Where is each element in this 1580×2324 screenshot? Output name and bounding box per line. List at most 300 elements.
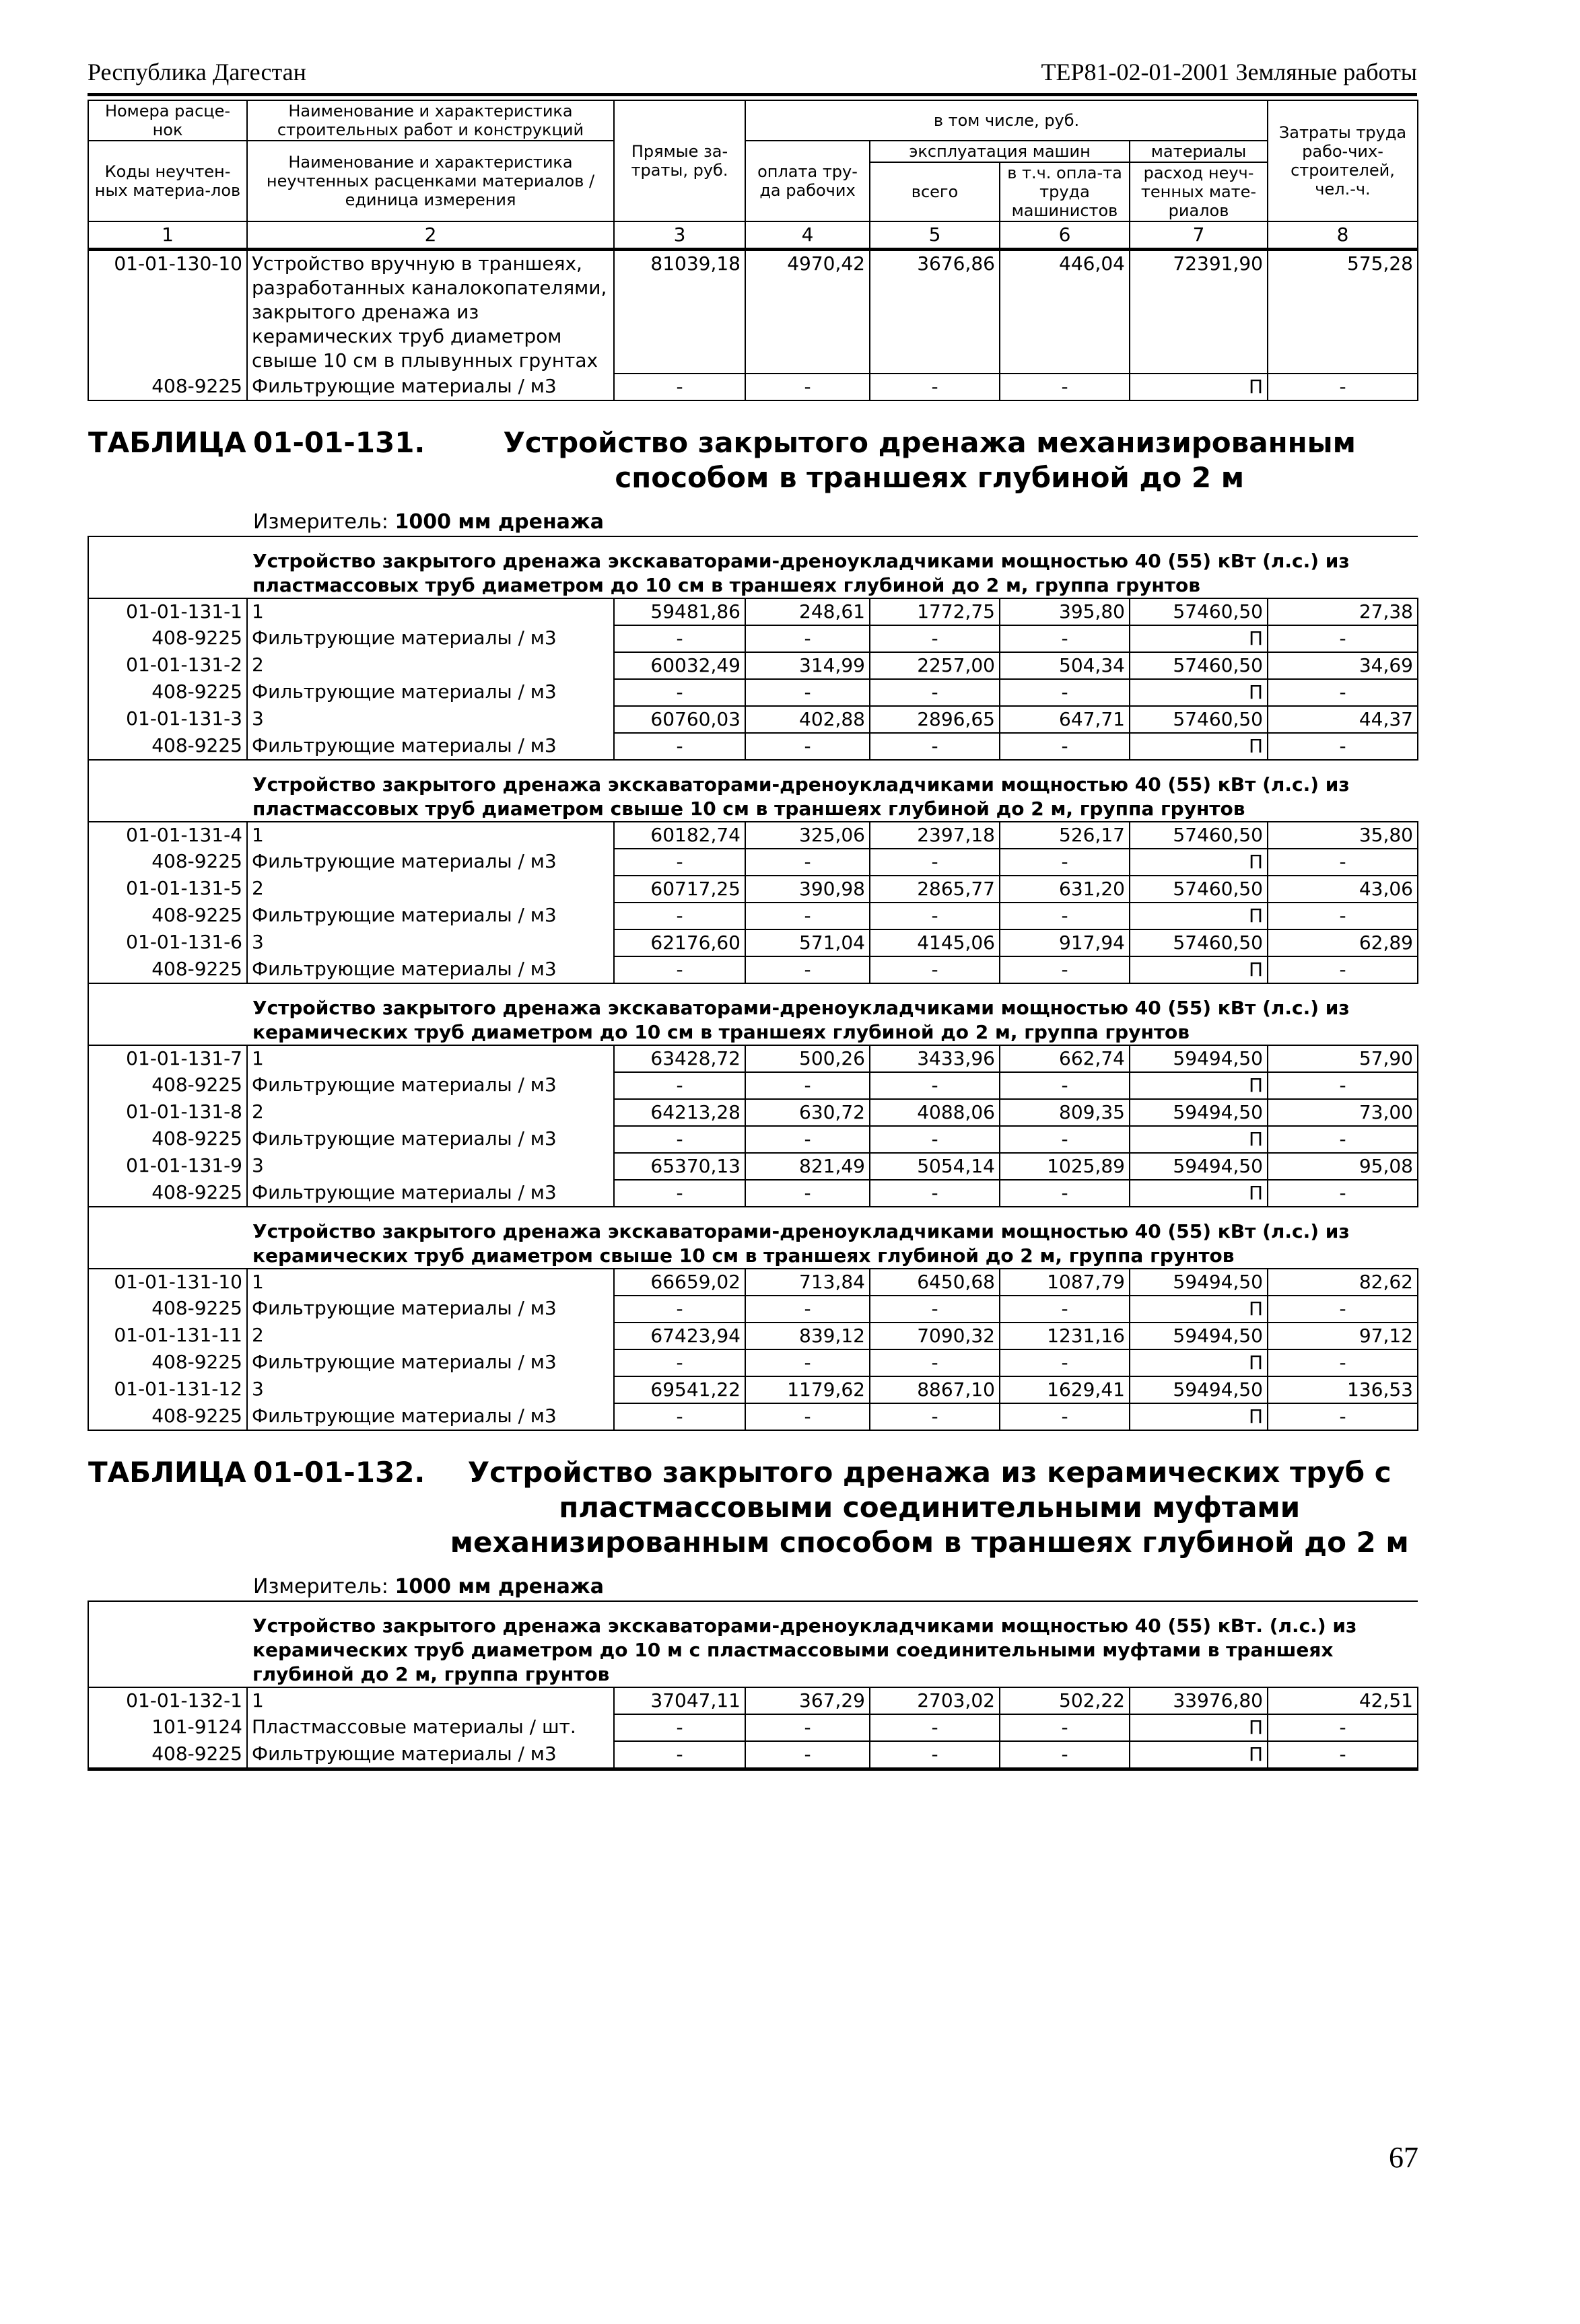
- value-cell: 7090,32: [870, 1323, 1000, 1349]
- document-page: [88, 54, 1417, 1771]
- value-cell: -: [870, 849, 1000, 876]
- material-name: Фильтрующие материалы / м3: [247, 1403, 614, 1430]
- value-cell: -: [745, 1714, 870, 1741]
- value-cell: 248,61: [745, 598, 870, 625]
- meter-line: [253, 509, 1418, 536]
- value-cell: 3433,96: [870, 1045, 1000, 1072]
- rate-name: 3: [247, 1153, 614, 1180]
- value-cell: 60760,03: [614, 706, 745, 733]
- value-cell: -: [745, 1349, 870, 1376]
- table-row: [88, 598, 1418, 625]
- table-row: [88, 1687, 1418, 1714]
- value-cell: 402,88: [745, 706, 870, 733]
- group-row: [88, 536, 1418, 598]
- table-row: [88, 1269, 1418, 1296]
- value-cell: 60032,49: [614, 652, 745, 679]
- value-cell: -: [745, 1741, 870, 1769]
- rate-code: 01-01-131-8: [88, 1099, 247, 1126]
- value-cell: 367,29: [745, 1687, 870, 1714]
- col-1a: Номера расце-нок: [88, 100, 247, 141]
- value-cell: 69541,22: [614, 1376, 745, 1403]
- value-cell: 34,69: [1268, 652, 1418, 679]
- value-cell: -: [1268, 625, 1418, 652]
- value-cell: -: [1000, 625, 1130, 652]
- value-cell: -: [870, 1403, 1000, 1430]
- running-header: [88, 54, 1417, 90]
- value-cell: 8867,10: [870, 1376, 1000, 1403]
- value-cell: 57460,50: [1130, 706, 1268, 733]
- material-row: [88, 1072, 1418, 1099]
- value-cell: 2397,18: [870, 822, 1000, 849]
- rate-code: 01-01-131-6: [88, 929, 247, 956]
- value-cell: 4145,06: [870, 929, 1000, 956]
- material-name: Фильтрующие материалы / м3: [247, 1126, 614, 1153]
- table-row: [88, 929, 1418, 956]
- material-code: 408-9225: [88, 1296, 247, 1323]
- value-cell: -: [870, 1741, 1000, 1769]
- meter-value: 1000 мм дренажа: [394, 510, 605, 534]
- material-code: 408-9225: [88, 903, 247, 929]
- col-num: 5: [870, 221, 1000, 250]
- value-cell: 59494,50: [1130, 1045, 1268, 1072]
- value-cell: -: [745, 679, 870, 706]
- value-cell: -: [614, 625, 745, 652]
- value-cell: -: [614, 1714, 745, 1741]
- rate-code: 01-01-131-3: [88, 706, 247, 733]
- value-cell: 2257,00: [870, 652, 1000, 679]
- value-cell: 1087,79: [1000, 1269, 1130, 1296]
- value-cell: -: [1000, 1072, 1130, 1099]
- rate-code: 01-01-131-10: [88, 1269, 247, 1296]
- group-title: Устройство закрытого дренажа экскаваторами-дреноукладчиками мощностью 40 (55) кВт (л.с.) из пластмассовых труб диаметром до 10 см в траншеях глубиной до 2 м, группа грунтов: [247, 536, 1418, 598]
- col-4: оплата тру-да рабочих: [745, 141, 870, 221]
- value-cell: 63428,72: [614, 1045, 745, 1072]
- material-name: Фильтрующие материалы / м3: [247, 1349, 614, 1376]
- value-cell: -: [614, 1741, 745, 1769]
- value-cell: 60717,25: [614, 876, 745, 903]
- col-1b: Коды неучтен-ных материа-лов: [88, 141, 247, 221]
- rate-name: 1: [247, 1687, 614, 1714]
- value-cell: -: [1268, 903, 1418, 929]
- value-cell: -: [870, 956, 1000, 983]
- value-cell: 1179,62: [745, 1376, 870, 1403]
- value-cell: 57,90: [1268, 1045, 1418, 1072]
- value-cell: П: [1130, 1403, 1268, 1430]
- rate-code: 01-01-131-5: [88, 876, 247, 903]
- table-row: [88, 1045, 1418, 1072]
- group-title: Устройство закрытого дренажа экскаваторами-дреноукладчиками мощностью 40 (55) кВт (л.с.) из пластмассовых труб диаметром свыше 10 см в траншеях глубиной до 2 м, группа грунтов: [247, 760, 1418, 822]
- value-cell: -: [614, 1296, 745, 1323]
- value-cell: 42,51: [1268, 1687, 1418, 1714]
- value-cell: 631,20: [1000, 876, 1130, 903]
- material-row: [88, 1349, 1418, 1376]
- value-cell: П: [1130, 1072, 1268, 1099]
- value-cell: 5054,14: [870, 1153, 1000, 1180]
- value-cell: П: [1130, 374, 1268, 400]
- value-cell: -: [745, 903, 870, 929]
- value-cell: -: [1000, 1714, 1130, 1741]
- rate-code: 01-01-130-10: [88, 250, 247, 374]
- col-7: расход неуч-тенных мате-риалов: [1130, 162, 1268, 221]
- value-cell: 662,74: [1000, 1045, 1130, 1072]
- col-3: Прямые за-траты, руб.: [614, 100, 745, 221]
- rate-code: 01-01-132-1: [88, 1687, 247, 1714]
- group-row: [88, 760, 1418, 822]
- value-cell: -: [614, 903, 745, 929]
- value-cell: 33976,80: [1130, 1687, 1268, 1714]
- value-cell: 314,99: [745, 652, 870, 679]
- value-cell: 59481,86: [614, 598, 745, 625]
- value-cell: 571,04: [745, 929, 870, 956]
- value-cell: -: [614, 1072, 745, 1099]
- rate-name: 2: [247, 1323, 614, 1349]
- value-cell: 95,08: [1268, 1153, 1418, 1180]
- value-cell: -: [1268, 1072, 1418, 1099]
- rate-code: 01-01-131-7: [88, 1045, 247, 1072]
- value-cell: -: [1268, 1741, 1418, 1769]
- meter-label: Измеритель:: [253, 510, 388, 534]
- value-cell: П: [1130, 625, 1268, 652]
- material-code: 408-9225: [88, 849, 247, 876]
- value-cell: 62,89: [1268, 929, 1418, 956]
- rates-table: [88, 100, 1418, 1771]
- rate-name: 3: [247, 1376, 614, 1403]
- value-cell: 64213,28: [614, 1099, 745, 1126]
- material-row: [88, 1741, 1418, 1769]
- value-cell: -: [1000, 1126, 1130, 1153]
- material-code: 408-9225: [88, 1126, 247, 1153]
- value-cell: -: [614, 374, 745, 400]
- page-number: 67: [1389, 2141, 1418, 2174]
- value-cell: П: [1130, 903, 1268, 929]
- material-code: 408-9225: [88, 1180, 247, 1207]
- group-title: Устройство закрытого дренажа экскаваторами-дреноукладчиками мощностью 40 (55) кВт (л.с.) из керамических труб диаметром до 10 см в траншеях глубиной до 2 м, группа грунтов: [247, 983, 1418, 1045]
- material-row: [88, 733, 1418, 760]
- value-cell: -: [870, 903, 1000, 929]
- value-cell: П: [1130, 1741, 1268, 1769]
- value-cell: 57460,50: [1130, 822, 1268, 849]
- value-cell: 35,80: [1268, 822, 1418, 849]
- col-num: 3: [614, 221, 745, 250]
- material-code: 408-9225: [88, 733, 247, 760]
- table-row: [88, 1323, 1418, 1349]
- value-cell: -: [870, 1180, 1000, 1207]
- col-6: в т.ч. опла-та труда машинистов: [1000, 162, 1130, 221]
- value-cell: 325,06: [745, 822, 870, 849]
- rate-code: 01-01-131-9: [88, 1153, 247, 1180]
- table-number: 01-01-131.: [253, 426, 425, 459]
- value-cell: -: [614, 733, 745, 760]
- group-row: [88, 983, 1418, 1045]
- value-cell: 821,49: [745, 1153, 870, 1180]
- value-cell: -: [1268, 1349, 1418, 1376]
- rate-code: 01-01-131-1: [88, 598, 247, 625]
- value-cell: -: [1000, 1296, 1130, 1323]
- col-num: 7: [1130, 221, 1268, 250]
- rate-name: 3: [247, 929, 614, 956]
- value-cell: 390,98: [745, 876, 870, 903]
- rate-name: 2: [247, 1099, 614, 1126]
- value-cell: -: [870, 625, 1000, 652]
- material-name: Пластмассовые материалы / шт.: [247, 1714, 614, 1741]
- table-title: Устройство закрытого дренажа механизированным способом в траншеях глубиной до 2 м: [503, 426, 1356, 494]
- value-cell: П: [1130, 1714, 1268, 1741]
- material-row: [88, 849, 1418, 876]
- col-materials: материалы: [1130, 141, 1268, 162]
- value-cell: -: [1268, 849, 1418, 876]
- value-cell: 57460,50: [1130, 929, 1268, 956]
- column-numbers-row: [88, 221, 1418, 250]
- material-row: [88, 679, 1418, 706]
- rate-code: 01-01-131-2: [88, 652, 247, 679]
- value-cell: -: [1000, 679, 1130, 706]
- value-cell: 60182,74: [614, 822, 745, 849]
- value-cell: 59494,50: [1130, 1153, 1268, 1180]
- value-cell: 1025,89: [1000, 1153, 1130, 1180]
- value-cell: 575,28: [1268, 250, 1418, 374]
- col-8: Затраты труда рабо-чих-строителей, чел.-ч.: [1268, 100, 1418, 221]
- value-cell: 630,72: [745, 1099, 870, 1126]
- value-cell: -: [1268, 1296, 1418, 1323]
- material-name: Фильтрующие материалы / м3: [247, 849, 614, 876]
- group-title: Устройство закрытого дренажа экскаваторами-дреноукладчиками мощностью 40 (55) кВт. (л.с.) из керамических труб диаметром до 10 м с пластмассовыми соединительными муфтами в траншеях глубиной до 2 м, группа грунтов: [247, 1601, 1418, 1687]
- value-cell: 81039,18: [614, 250, 745, 374]
- material-row: [88, 956, 1418, 983]
- material-name: Фильтрующие материалы / м3: [247, 903, 614, 929]
- material-name: Фильтрующие материалы / м3: [247, 1180, 614, 1207]
- rate-code: 01-01-131-11: [88, 1323, 247, 1349]
- value-cell: 136,53: [1268, 1376, 1418, 1403]
- value-cell: 809,35: [1000, 1099, 1130, 1126]
- material-row: [88, 1180, 1418, 1207]
- value-cell: -: [745, 374, 870, 400]
- material-code: 408-9225: [88, 625, 247, 652]
- value-cell: -: [1268, 733, 1418, 760]
- material-row: [88, 1714, 1418, 1741]
- group-row: [88, 1601, 1418, 1687]
- value-cell: 1231,16: [1000, 1323, 1130, 1349]
- value-cell: П: [1130, 956, 1268, 983]
- material-name: Фильтрующие материалы / м3: [247, 679, 614, 706]
- value-cell: -: [614, 1126, 745, 1153]
- table-row: [88, 1099, 1418, 1126]
- material-code: 101-9124: [88, 1714, 247, 1741]
- group-row: [88, 1207, 1418, 1269]
- value-cell: 2896,65: [870, 706, 1000, 733]
- meter-label: Измеритель:: [253, 1575, 388, 1598]
- material-code: 408-9225: [88, 1349, 247, 1376]
- value-cell: -: [745, 1072, 870, 1099]
- material-name: Фильтрующие материалы / м3: [247, 733, 614, 760]
- value-cell: 3676,86: [870, 250, 1000, 374]
- value-cell: П: [1130, 679, 1268, 706]
- value-cell: -: [745, 1403, 870, 1430]
- value-cell: -: [614, 849, 745, 876]
- value-cell: 395,80: [1000, 598, 1130, 625]
- col-machines: эксплуатация машин: [870, 141, 1130, 162]
- value-cell: 44,37: [1268, 706, 1418, 733]
- value-cell: -: [614, 679, 745, 706]
- rate-name: 2: [247, 876, 614, 903]
- table-title: Устройство закрытого дренажа из керамических труб с пластмассовыми соединительными муфтами механизированным способом в траншеях глубиной до 2 м: [450, 1456, 1409, 1559]
- value-cell: -: [614, 1403, 745, 1430]
- value-cell: 4088,06: [870, 1099, 1000, 1126]
- value-cell: 713,84: [745, 1269, 870, 1296]
- material-code: 408-9225: [88, 374, 247, 400]
- value-cell: -: [1000, 849, 1130, 876]
- rate-code: 01-01-131-4: [88, 822, 247, 849]
- value-cell: 6450,68: [870, 1269, 1000, 1296]
- rate-name: 3: [247, 706, 614, 733]
- col-incl: в том числе, руб.: [745, 100, 1268, 141]
- material-name: Фильтрующие материалы / м3: [247, 625, 614, 652]
- value-cell: 4970,42: [745, 250, 870, 374]
- table-row: [88, 250, 1418, 374]
- value-cell: 2865,77: [870, 876, 1000, 903]
- value-cell: П: [1130, 849, 1268, 876]
- material-row: [88, 1403, 1418, 1430]
- value-cell: -: [1268, 679, 1418, 706]
- value-cell: П: [1130, 1126, 1268, 1153]
- value-cell: -: [1000, 733, 1130, 760]
- value-cell: 57460,50: [1130, 652, 1268, 679]
- value-cell: 59494,50: [1130, 1269, 1268, 1296]
- rate-name: 1: [247, 1269, 614, 1296]
- col-5: всего: [870, 162, 1000, 221]
- value-cell: -: [1268, 956, 1418, 983]
- value-cell: -: [745, 1296, 870, 1323]
- value-cell: -: [745, 733, 870, 760]
- header-rule: [88, 93, 1417, 96]
- table-row: [88, 822, 1418, 849]
- value-cell: -: [1000, 1403, 1130, 1430]
- material-row: [88, 625, 1418, 652]
- value-cell: -: [1000, 956, 1130, 983]
- value-cell: 500,26: [745, 1045, 870, 1072]
- col-num: 4: [745, 221, 870, 250]
- value-cell: 504,34: [1000, 652, 1130, 679]
- value-cell: -: [1268, 1180, 1418, 1207]
- material-name: Фильтрующие материалы / м3: [247, 1741, 614, 1769]
- material-code: 408-9225: [88, 1072, 247, 1099]
- value-cell: 72391,90: [1130, 250, 1268, 374]
- material-name: Фильтрующие материалы / м3: [247, 1296, 614, 1323]
- table-131-title-row: [88, 400, 1418, 536]
- value-cell: -: [1000, 903, 1130, 929]
- value-cell: 526,17: [1000, 822, 1130, 849]
- value-cell: 917,94: [1000, 929, 1130, 956]
- value-cell: -: [1268, 374, 1418, 400]
- value-cell: -: [1000, 374, 1130, 400]
- value-cell: 446,04: [1000, 250, 1130, 374]
- value-cell: 1629,41: [1000, 1376, 1130, 1403]
- table-row: [88, 706, 1418, 733]
- col-num: 8: [1268, 221, 1418, 250]
- value-cell: 57460,50: [1130, 876, 1268, 903]
- value-cell: 2703,02: [870, 1687, 1000, 1714]
- rate-name: 2: [247, 652, 614, 679]
- value-cell: -: [1000, 1741, 1130, 1769]
- table-label: ТАБЛИЦА: [88, 426, 246, 459]
- value-cell: -: [870, 679, 1000, 706]
- rate-name: 1: [247, 1045, 614, 1072]
- material-name: Фильтрующие материалы / м3: [247, 374, 614, 400]
- value-cell: -: [745, 1126, 870, 1153]
- value-cell: 67423,94: [614, 1323, 745, 1349]
- value-cell: 73,00: [1268, 1099, 1418, 1126]
- material-row: [88, 374, 1418, 400]
- value-cell: 97,12: [1268, 1323, 1418, 1349]
- rate-name: Устройство вручную в траншеях, разработанных каналокопателями, закрытого дренажа из керамических труб диаметром свыше 10 см в плывунных грунтах: [247, 250, 614, 374]
- value-cell: 59494,50: [1130, 1376, 1268, 1403]
- value-cell: П: [1130, 1296, 1268, 1323]
- table-row: [88, 876, 1418, 903]
- rate-name: 1: [247, 598, 614, 625]
- table-132-title-row: [88, 1430, 1418, 1601]
- material-name: Фильтрующие материалы / м3: [247, 956, 614, 983]
- value-cell: 37047,11: [614, 1687, 745, 1714]
- value-cell: -: [1000, 1349, 1130, 1376]
- material-code: 408-9225: [88, 956, 247, 983]
- group-title: Устройство закрытого дренажа экскаваторами-дреноукладчиками мощностью 40 (55) кВт (л.с.) из керамических труб диаметром свыше 10 см в траншеях глубиной до 2 м, группа грунтов: [247, 1207, 1418, 1269]
- value-cell: 839,12: [745, 1323, 870, 1349]
- col-2b: Наименование и характеристика неучтенных расценками материалов / единица измерения: [247, 141, 614, 221]
- value-cell: -: [1000, 1180, 1130, 1207]
- value-cell: -: [870, 733, 1000, 760]
- value-cell: 65370,13: [614, 1153, 745, 1180]
- table-row: [88, 652, 1418, 679]
- value-cell: 43,06: [1268, 876, 1418, 903]
- table-number: 01-01-132.: [253, 1456, 425, 1489]
- value-cell: П: [1130, 1180, 1268, 1207]
- value-cell: 82,62: [1268, 1269, 1418, 1296]
- value-cell: -: [870, 374, 1000, 400]
- rate-name: 1: [247, 822, 614, 849]
- value-cell: П: [1130, 1349, 1268, 1376]
- value-cell: 62176,60: [614, 929, 745, 956]
- value-cell: 1772,75: [870, 598, 1000, 625]
- value-cell: -: [1268, 1403, 1418, 1430]
- meter-line: [253, 1574, 1418, 1600]
- value-cell: -: [745, 849, 870, 876]
- value-cell: -: [745, 625, 870, 652]
- material-code: 408-9225: [88, 1403, 247, 1430]
- material-row: [88, 903, 1418, 929]
- material-code: 408-9225: [88, 1741, 247, 1769]
- value-cell: 27,38: [1268, 598, 1418, 625]
- value-cell: 59494,50: [1130, 1099, 1268, 1126]
- value-cell: 502,22: [1000, 1687, 1130, 1714]
- rate-code: 01-01-131-12: [88, 1376, 247, 1403]
- header-code: ТЕР81-02-01-2001 Земляные работы: [1041, 59, 1417, 85]
- value-cell: -: [870, 1126, 1000, 1153]
- col-2a: Наименование и характеристика строительных работ и конструкций: [247, 100, 614, 141]
- value-cell: 57460,50: [1130, 598, 1268, 625]
- header-region: Республика Дагестан: [88, 59, 306, 85]
- col-num: 1: [88, 221, 247, 250]
- value-cell: -: [614, 1180, 745, 1207]
- col-num: 6: [1000, 221, 1130, 250]
- value-cell: -: [1268, 1126, 1418, 1153]
- value-cell: П: [1130, 733, 1268, 760]
- value-cell: -: [614, 956, 745, 983]
- material-name: Фильтрующие материалы / м3: [247, 1072, 614, 1099]
- col-num: 2: [247, 221, 614, 250]
- table-label: ТАБЛИЦА: [88, 1456, 246, 1489]
- value-cell: -: [745, 956, 870, 983]
- value-cell: -: [614, 1349, 745, 1376]
- value-cell: 66659,02: [614, 1269, 745, 1296]
